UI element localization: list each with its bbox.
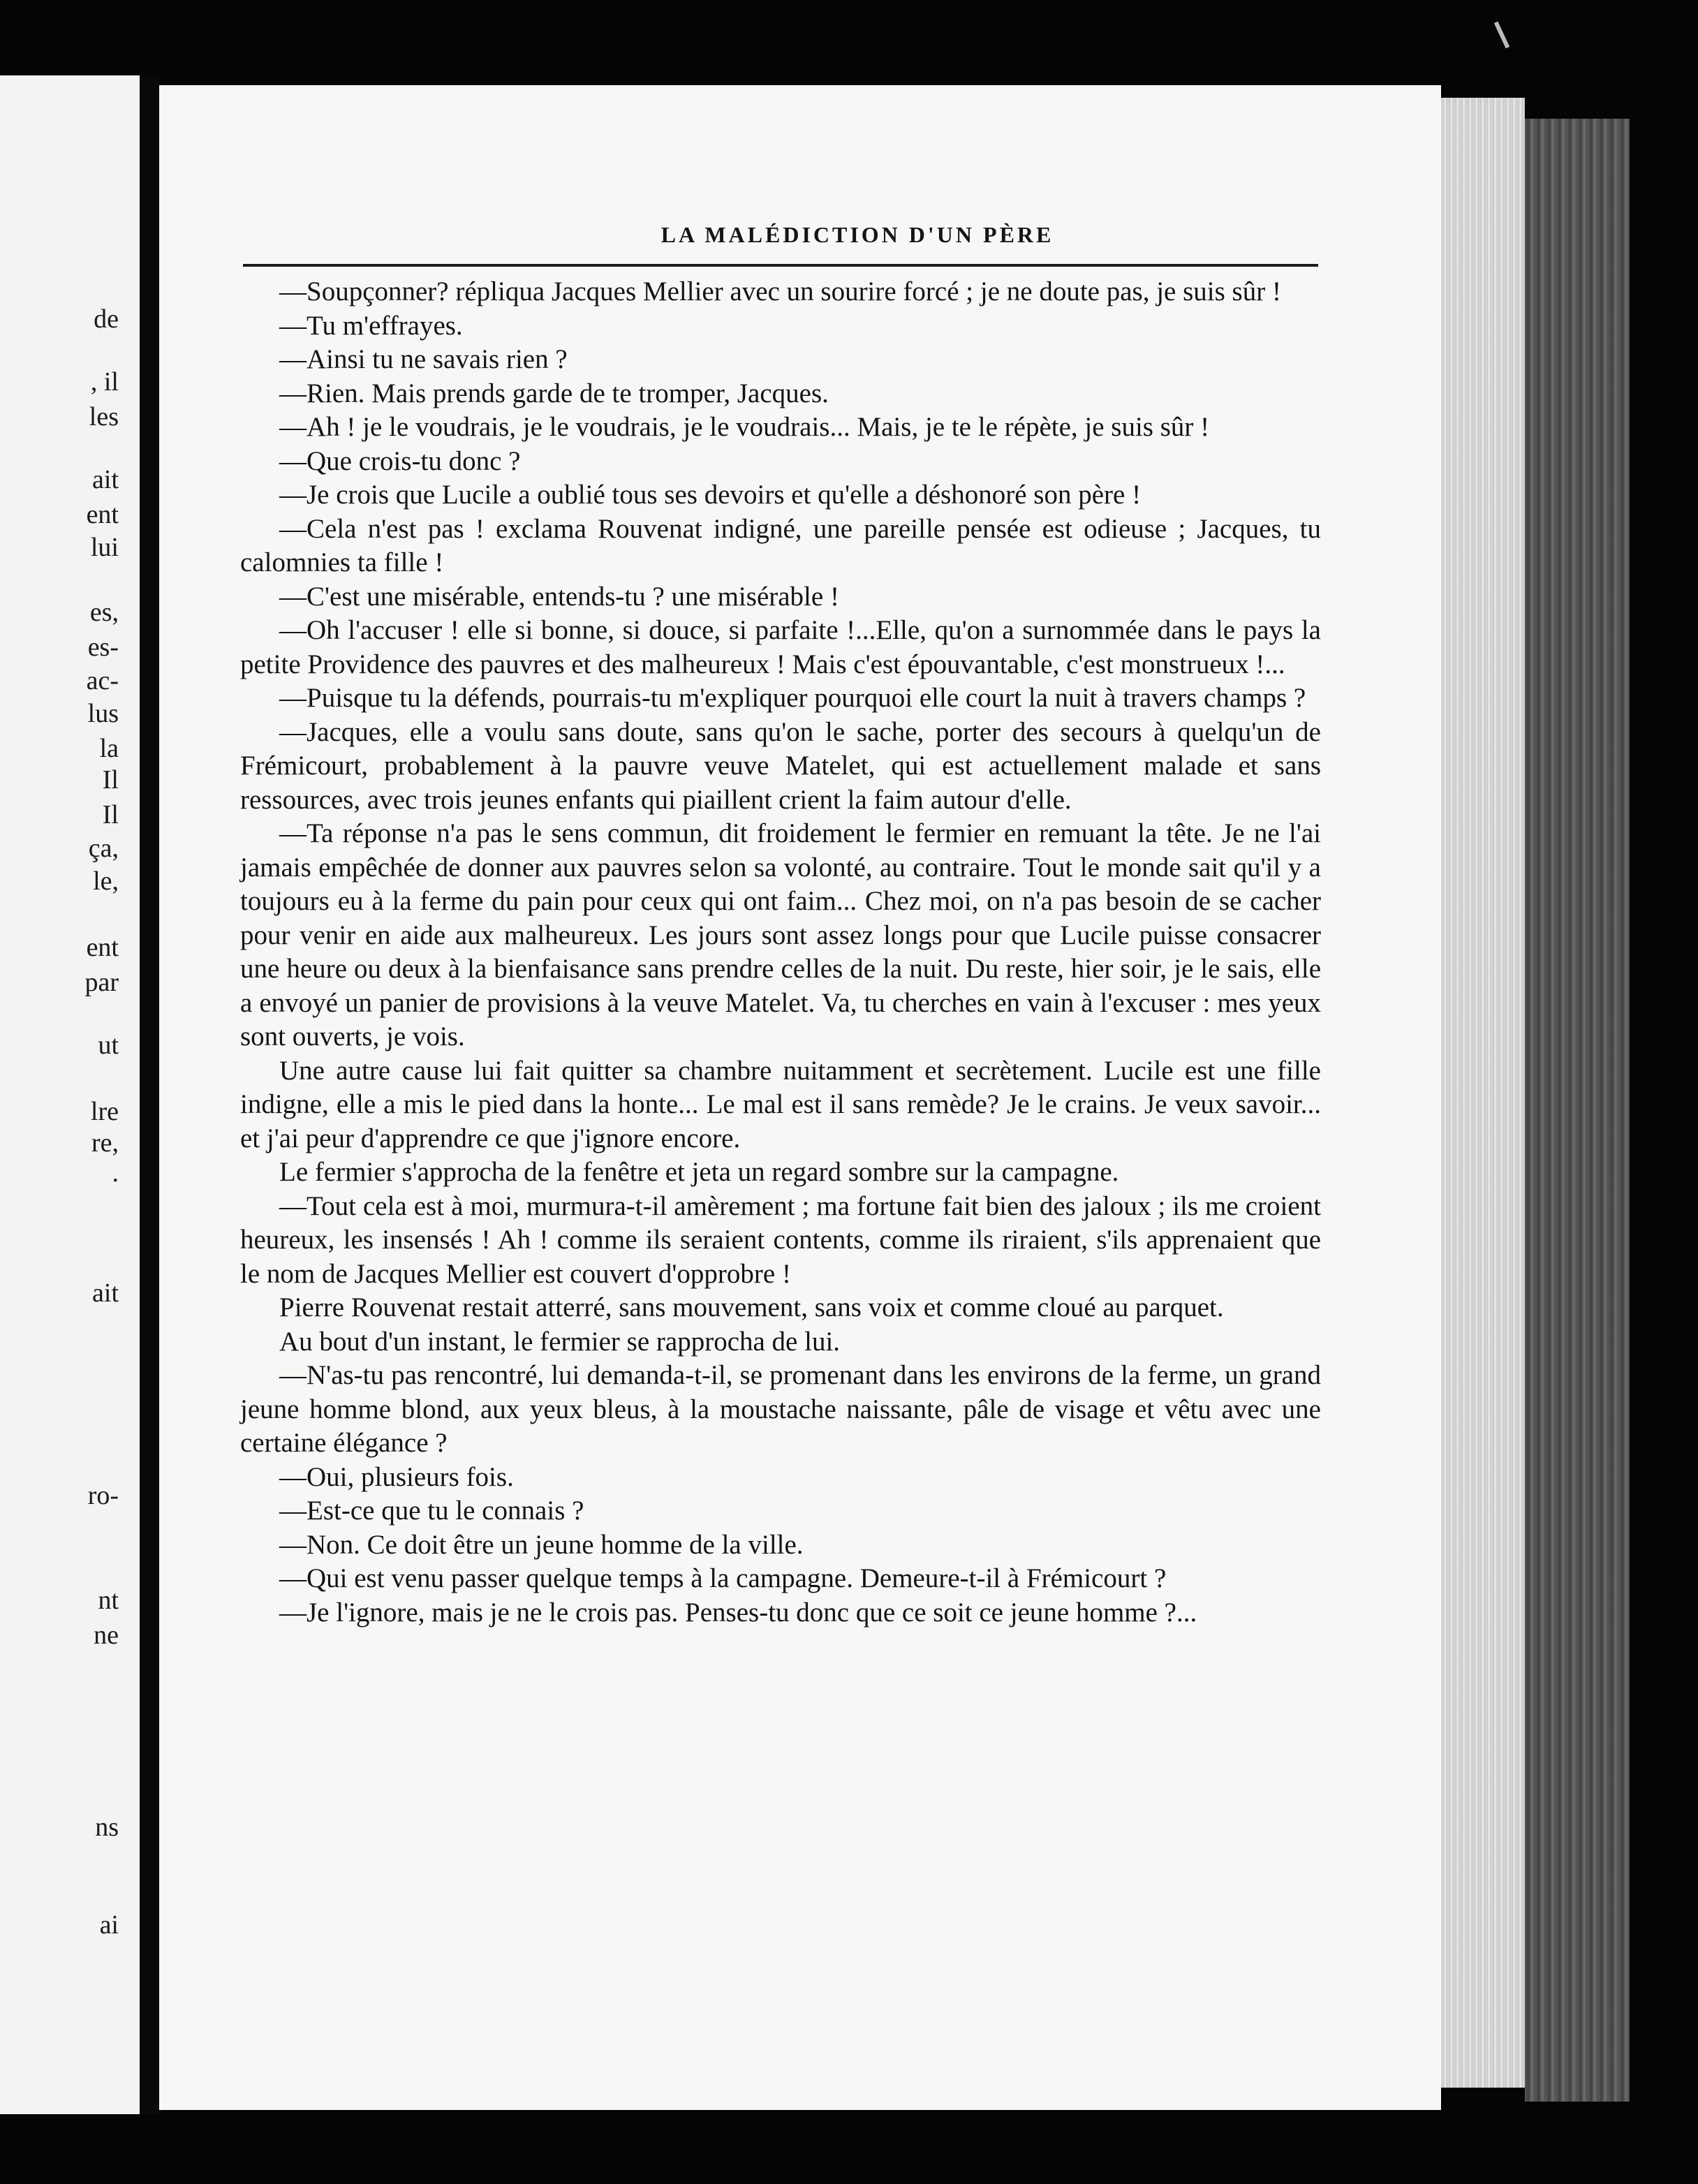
left-fragment: ai	[99, 1910, 119, 1940]
body-text	[240, 275, 1321, 1630]
book-gutter	[140, 75, 159, 2114]
paragraph: Pierre Rouvenat restait atterré, sans mouvement, sans voix et comme cloué au parquet.	[279, 1292, 1224, 1322]
paragraph: —Non. Ce doit être un jeune homme de la ville.	[279, 1529, 804, 1560]
paragraph: —Puisque tu la défends, pourrais-tu m'expliquer pourquoi elle court la nuit à travers champs ?	[279, 683, 1306, 713]
left-fragment: Il	[102, 800, 119, 829]
left-fragment: ent	[86, 933, 119, 962]
left-fragment: ait	[92, 465, 119, 494]
left-fragment: re,	[91, 1128, 119, 1158]
paragraph: —Oh l'accuser ! elle si bonne, si douce, si parfaite !...Elle, qu'on a surnommée dans le pays la petite Providence des pauvres et des malheureux ! Mais c'est épouvantable, c'est monstrueux !...	[240, 615, 1321, 679]
paragraph: —Oui, plusieurs fois.	[279, 1461, 514, 1492]
left-page-strip	[0, 75, 140, 2114]
paragraph: —C'est une misérable, entends-tu ? une misérable !	[279, 581, 839, 612]
left-fragment: ut	[98, 1031, 119, 1060]
left-fragment: lre	[90, 1097, 119, 1126]
book-binding	[1525, 119, 1630, 2102]
left-fragment: ns	[95, 1813, 119, 1842]
left-fragment: , il	[90, 367, 119, 397]
paragraph: —Ah ! je le voudrais, je le voudrais, je le voudrais... Mais, je te le répète, je suis sûr !	[279, 412, 1210, 442]
book-page	[159, 85, 1441, 2110]
left-fragment: ac-	[86, 666, 119, 695]
paragraph: —Je l'ignore, mais je ne le crois pas. Penses-tu donc que ce soit ce jeune homme ?...	[279, 1597, 1197, 1628]
paragraph: —Je crois que Lucile a oublié tous ses devoirs et qu'elle a déshonoré son père !	[279, 480, 1142, 510]
left-fragment: ça,	[88, 834, 119, 863]
paragraph: —Ainsi tu ne savais rien ?	[279, 344, 568, 374]
left-fragment: lui	[90, 533, 119, 562]
left-fragment: ent	[86, 500, 119, 529]
paragraph: —Qui est venu passer quelque temps à la campagne. Demeure-t-il à Frémicourt ?	[279, 1563, 1167, 1593]
left-fragment: es-	[87, 633, 119, 662]
left-fragment: ne	[94, 1621, 119, 1650]
left-fragment: la	[99, 734, 119, 763]
left-fragment: nt	[98, 1586, 119, 1615]
paragraph: —Jacques, elle a voulu sans doute, sans qu'on le sache, porter des secours à quelqu'un de Frémicourt, probablement à la pauvre veuve Matelet, qui est actuellement malade et sans ressources, avec trois jeunes enfants qui piaillent crient la faim autour d'elle.	[240, 716, 1321, 815]
left-fragment: lus	[87, 699, 119, 728]
paragraph: —Est-ce que tu le connais ?	[279, 1496, 584, 1526]
paragraph: —Cela n'est pas ! exclama Rouvenat indigné, une pareille pensée est odieuse ; Jacques, tu calomnies ta fille !	[240, 513, 1321, 577]
paragraph: Une autre cause lui fait quitter sa chambre nuitamment et secrètement. Lucile est une fille indigne, elle a mis le pied dans la honte... Le mal est il sans remède? Je le crains. Je veux savoir... et j'ai peur d'apprendre ce que j'ignore encore.	[240, 1055, 1321, 1153]
paragraph: —Que crois-tu donc ?	[279, 445, 521, 476]
left-fragment: de	[94, 304, 119, 334]
left-fragment: ro-	[87, 1481, 119, 1510]
page-edges	[1441, 98, 1525, 2088]
paragraph: —Ta réponse n'a pas le sens commun, dit froidement le fermier en remuant la tête. Je ne l'ai jamais empêchée de donner aux pauvres selon sa volonté, au contraire. Tout le monde sait qu'il y a toujours eu à la ferme du pain pour ceux qui ont faim... Chez moi, on n'a pas besoin de se cacher pour venir en aide aux malheureux. Les jours sont assez longs pour que Lucile puisse consacrer une heure ou deux à la bienfaisance sans prendre celles de la nuit. Du reste, hier soir, je le sais, elle a envoyé un panier de provisions à la veuve Matelet. Va, tu cherches en vain à l'excuser : mes yeux sont ouverts, je vois.	[240, 818, 1321, 1052]
running-head: LA MALÉDICTION D'UN PÈRE	[660, 222, 1054, 247]
left-fragment: par	[84, 968, 119, 997]
paragraph: —Soupçonner? répliqua Jacques Mellier avec un sourire forcé ; je ne doute pas, je suis sûr !	[279, 276, 1281, 307]
paragraph: —Rien. Mais prends garde de te tromper, Jacques.	[279, 378, 829, 408]
left-fragment: .	[112, 1158, 119, 1188]
paragraph: —N'as-tu pas rencontré, lui demanda-t-il, se promenant dans les environs de la ferme, un grand jeune homme blond, aux yeux bleus, à la moustache naissante, pâle de visage et vêtu avec une certaine élégance ?	[240, 1360, 1321, 1458]
paragraph: —Tout cela est à moi, murmura-t-il amèrement ; ma fortune fait bien des jaloux ; ils me croient heureux, les insensés ! Ah ! comme ils seraient contents, comme ils riraient, s'ils apprenaient que le nom de Jacques Mellier est couvert d'opprobre !	[240, 1190, 1321, 1289]
left-fragment: es,	[89, 598, 119, 627]
paragraph: —Tu m'effrayes.	[279, 310, 463, 341]
left-fragment: les	[89, 402, 119, 431]
header-rule	[243, 264, 1318, 267]
paragraph: Le fermier s'approcha de la fenêtre et jeta un regard sombre sur la campagne.	[279, 1157, 1119, 1187]
paragraph: Au bout d'un instant, le fermier se rapprocha de lui.	[279, 1326, 841, 1357]
left-fragment: Il	[102, 765, 119, 795]
scan-artifact	[1494, 22, 1509, 49]
left-fragment: le,	[93, 866, 119, 896]
left-fragment: ait	[92, 1278, 119, 1308]
